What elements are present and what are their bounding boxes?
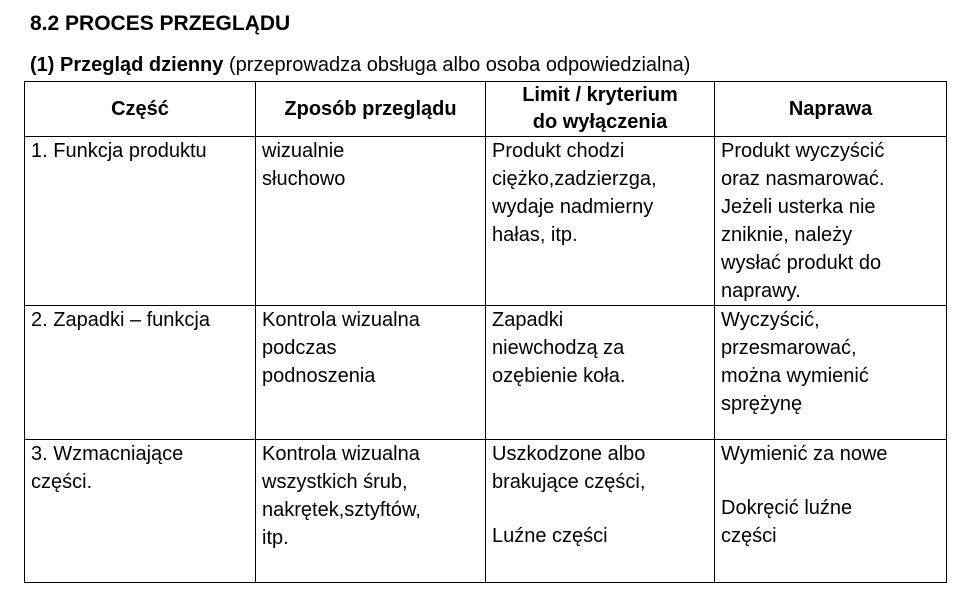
cell-line: nakrętek,sztyftów, (262, 499, 421, 521)
cell-line: 1. Funkcja produktu (31, 140, 207, 162)
paragraph-gap (721, 468, 942, 494)
cell-line: brakujące części, (492, 471, 646, 493)
cell-line: Wymienić za nowe (721, 443, 888, 465)
subsection-note: (przeprowadza obsługa albo osoba odpowiedzialna) (228, 54, 691, 76)
table-row (25, 137, 947, 306)
cell-line: Uszkodzone albo (492, 443, 646, 465)
cell-line: części (721, 525, 777, 547)
header-method: Zposób przeglądu (256, 82, 486, 137)
subsection-label: (1) Przegląd dzienny (30, 54, 224, 76)
cell-line: wizualnie (262, 140, 345, 162)
cell-repair (715, 306, 947, 440)
table-row (25, 306, 947, 440)
cell-line: 3. Wzmacniające (31, 443, 184, 465)
cell-line: wszystkich śrub, (262, 471, 408, 493)
cell-line: Produkt wyczyścić (721, 140, 885, 162)
header-repair: Naprawa (715, 82, 947, 137)
cell-line: 2. Zapadki – funkcja (31, 309, 210, 331)
cell-part (25, 137, 256, 306)
cell-line: sprężynę (721, 393, 803, 415)
cell-method (256, 306, 486, 440)
cell-line: Luźne części (492, 525, 608, 547)
table-header-row (25, 82, 947, 137)
cell-line: podnoszenia (262, 365, 376, 387)
cell-line: ozębienie koła. (492, 365, 626, 387)
cell-line: zniknie, należy (721, 224, 853, 246)
cell-repair (715, 137, 947, 306)
cell-line: można wymienić (721, 365, 869, 387)
cell-line: Jeżeli usterka nie (721, 196, 876, 218)
cell-part (25, 306, 256, 440)
cell-method (256, 440, 486, 583)
cell-line: części. (31, 471, 93, 493)
cell-repair (715, 440, 947, 583)
paragraph-gap (492, 496, 710, 522)
cell-line: Kontrola wizualna (262, 443, 420, 465)
cell-line: Wyczyścić, (721, 309, 820, 331)
cell-limit (486, 137, 715, 306)
cell-line: przesmarować, (721, 337, 857, 359)
cell-line: oraz nasmarować. (721, 168, 885, 190)
cell-line: hałas, itp. (492, 224, 578, 246)
cell-line: Zapadki (492, 309, 564, 331)
cell-line: naprawy. (721, 280, 801, 302)
cell-line: wydaje nadmierny (492, 196, 654, 218)
cell-line: podczas (262, 337, 337, 359)
header-part: Część (25, 82, 256, 137)
cell-line: Dokręcić luźne (721, 497, 853, 519)
cell-line: wysłać produkt do (721, 252, 882, 274)
cell-line: ciężko,zadzierzga, (492, 168, 657, 190)
inspection-table (24, 81, 947, 583)
cell-line: itp. (262, 527, 289, 549)
cell-line: Kontrola wizualna (262, 309, 420, 331)
cell-part (25, 440, 256, 583)
table-row (25, 440, 947, 583)
cell-line: Produkt chodzi (492, 140, 625, 162)
cell-limit (486, 440, 715, 583)
subsection-title (30, 54, 690, 77)
cell-method (256, 137, 486, 306)
section-title: 8.2 PROCES PRZEGLĄDU (30, 12, 291, 35)
header-limit: Limit / kryterium do wyłączenia (486, 82, 715, 137)
cell-limit (486, 306, 715, 440)
cell-line: słuchowo (262, 168, 346, 190)
cell-line: niewchodzą za (492, 337, 625, 359)
